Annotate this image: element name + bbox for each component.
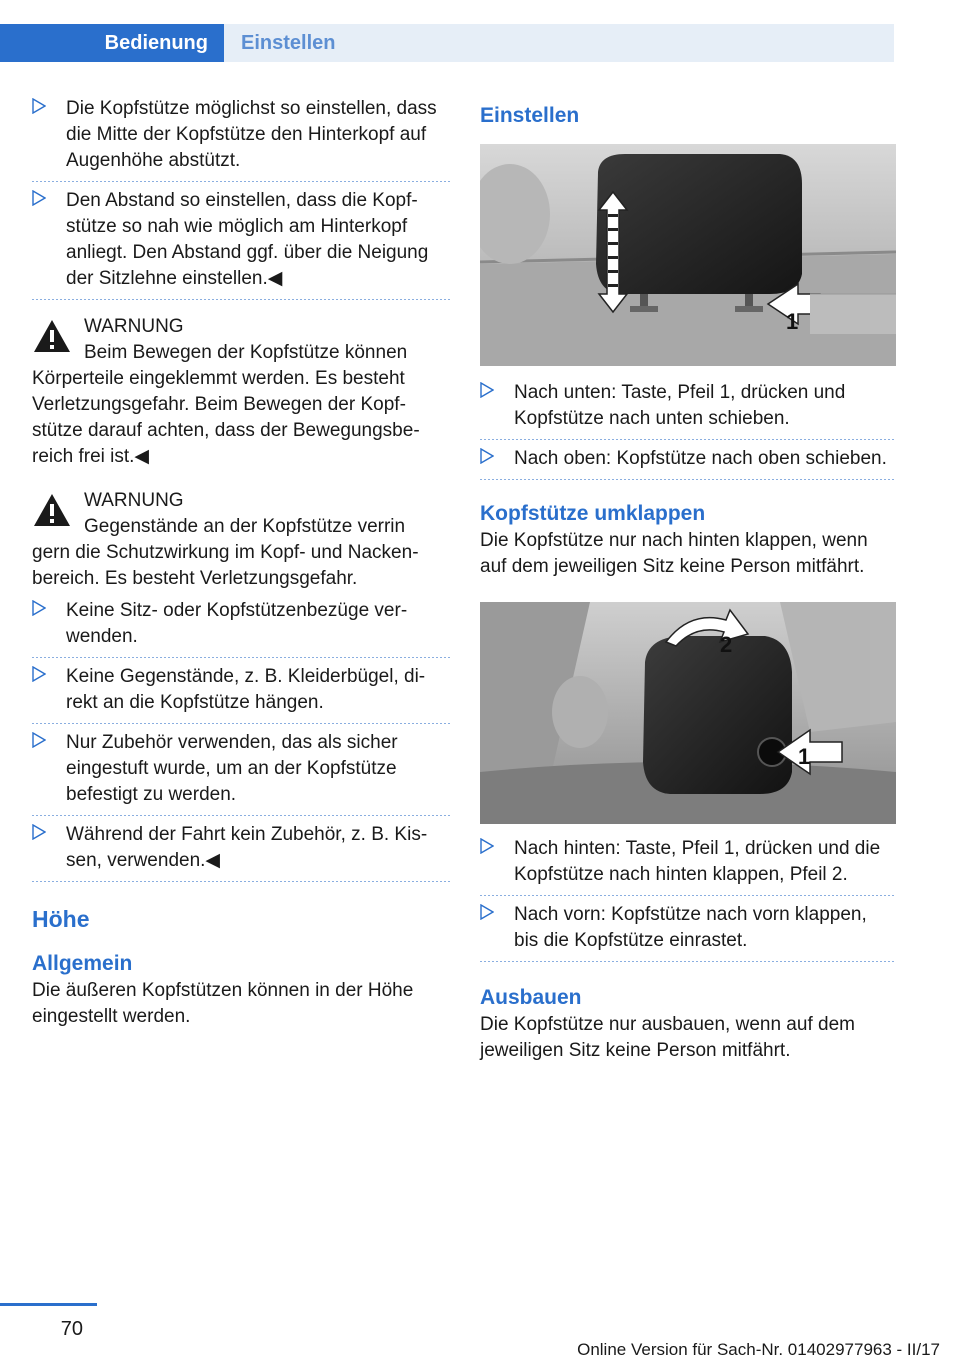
bullet-list-positioning	[32, 96, 450, 300]
bullet-triangle-icon	[480, 382, 496, 400]
list-item-text: Nach unten: Taste, Pfeil 1, drücken und Kopfstütze nach unten schieben.	[514, 382, 846, 429]
headrest-height-image	[480, 144, 896, 366]
list-item-text: Keine Gegenstände, z. B. Kleiderbügel, direkt an die Kopfstütze hängen.	[66, 666, 426, 713]
list-item-text: Keine Sitz- oder Kopfstützenbezüge verwenden.	[66, 600, 408, 647]
warning-text: gern die Schutzwirkung im Kopf- und Nackenbereich. Es besteht Verletzungsgefahr.	[32, 542, 419, 589]
callout-label-2: 2	[720, 632, 733, 657]
warning-triangle-icon	[32, 492, 72, 528]
list-item	[32, 816, 450, 882]
paragraph-ausbauen: Die Kopfstütze nur ausbauen, wenn auf dem jeweiligen Sitz keine Person mitfährt.	[480, 1014, 855, 1061]
bullet-triangle-icon	[32, 732, 48, 750]
list-item-text: Die Kopfstütze möglichst so einstellen, dass die Mitte der Kopfstütze den Hinterkopf auf Augenhöhe abstützt.	[66, 98, 437, 171]
list-item-text: Nach hinten: Taste, Pfeil 1, drücken und die Kopfstütze nach hinten klappen, Pfeil 2.	[514, 838, 881, 885]
list-item-text: Den Abstand so einstellen, dass die Kopfstütze so nah wie möglich am Hinterkopf anliegt. Den Abstand ggf. über die Neigung der Sitzlehne einstellen.◀	[66, 190, 429, 289]
page-header	[0, 0, 960, 64]
warning-block-objects	[32, 488, 450, 592]
list-item	[32, 598, 450, 658]
bullet-triangle-icon	[480, 448, 496, 466]
heading-hoehe: Höhe	[32, 906, 90, 932]
warning-text: Körperteile eingeklemmt werden. Es besteht Verletzungsgefahr. Beim Bewegen der Kopfstütze darauf achten, dass der Bewegungsbereich frei ist.◀	[32, 368, 420, 467]
callout-label-1: 1	[798, 744, 811, 769]
heading-kopfstuetze-umklappen: Kopfstütze umklappen	[480, 502, 706, 525]
bullet-triangle-icon	[32, 824, 48, 842]
right-column	[480, 96, 896, 1064]
list-item-text: Nach vorn: Kopfstütze nach vorn klappen, bis die Kopfstütze einrastet.	[514, 904, 867, 951]
footer-rule	[0, 1303, 97, 1306]
list-item	[32, 724, 450, 816]
warning-text-line1: Gegenstände an der Kopfstütze verrin	[84, 516, 406, 537]
warning-block-pinch	[32, 314, 450, 470]
bullet-triangle-icon	[480, 838, 496, 856]
bullet-triangle-icon	[480, 904, 496, 922]
list-item	[480, 836, 896, 896]
bullet-triangle-icon	[32, 600, 48, 618]
warning-title: WARNUNG	[84, 316, 184, 337]
left-column	[32, 96, 450, 1030]
list-item-text: Während der Fahrt kein Zubehör, z. B. Kissen, verwenden.◀	[66, 824, 428, 871]
heading-ausbauen: Ausbauen	[480, 986, 582, 1009]
bullet-triangle-icon	[32, 190, 48, 208]
list-item	[32, 96, 450, 182]
warning-triangle-icon	[32, 318, 72, 354]
page-number: 70	[60, 1318, 83, 1340]
list-item	[480, 380, 896, 440]
heading-einstellen: Einstellen	[480, 104, 580, 127]
paragraph-umklappen: Die Kopfstütze nur nach hinten klappen, wenn auf dem jeweiligen Sitz keine Person mitfährt.	[480, 530, 868, 577]
bullet-list-umklappen	[480, 836, 896, 962]
bullet-list-einstellen	[480, 380, 896, 480]
list-item	[32, 182, 450, 300]
list-item-text: Nach oben: Kopfstütze nach oben schieben.	[514, 448, 887, 469]
list-item	[32, 658, 450, 724]
warning-title: WARNUNG	[84, 490, 184, 511]
warning-text-line1: Beim Bewegen der Kopfstütze können	[84, 342, 408, 363]
tab-bedienung[interactable]: Bedienung	[0, 24, 224, 62]
bullet-triangle-icon	[32, 666, 48, 684]
paragraph-allgemein: Die äußeren Kopfstützen können in der Höhe eingestellt werden.	[32, 980, 414, 1027]
list-item	[480, 896, 896, 962]
list-item	[480, 440, 896, 480]
headrest-fold-image	[480, 602, 896, 824]
bullet-triangle-icon	[32, 98, 48, 116]
heading-allgemein: Allgemein	[32, 952, 133, 975]
bullet-list-accessories	[32, 598, 450, 882]
list-item-text: Nur Zubehör verwenden, das als sicher eingestuft wurde, um an der Kopfstütze befestigt zu werden.	[66, 732, 398, 805]
online-version-note: Online Version für Sach-Nr. 01402977963 - II/17	[577, 1340, 940, 1359]
tab-einstellen[interactable]: Einstellen	[224, 24, 894, 62]
callout-label-1: 1	[786, 309, 799, 334]
